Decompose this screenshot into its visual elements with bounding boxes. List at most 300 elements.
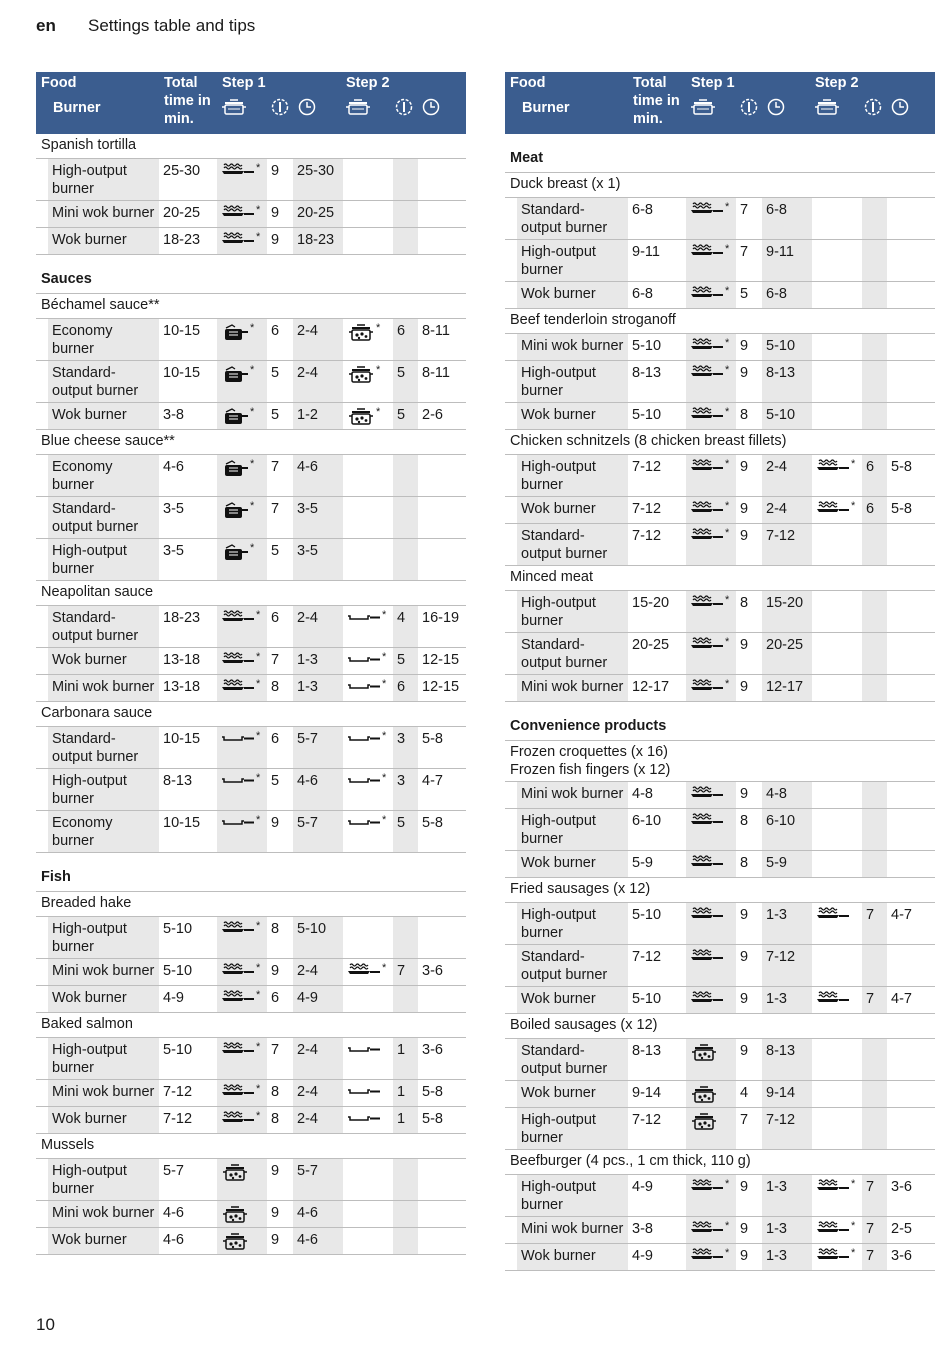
- step2-level: [862, 591, 887, 632]
- row-indent: [36, 159, 48, 200]
- table-row: [36, 319, 466, 361]
- total-time-cell: 8-13: [632, 365, 662, 381]
- step1-level: 9: [271, 205, 280, 221]
- footnote-asterisk: *: [256, 678, 261, 690]
- step1-time: 6-10: [762, 809, 812, 850]
- pan-icon: [690, 500, 724, 514]
- pan-icon: [690, 854, 724, 868]
- step2-time: [887, 591, 935, 632]
- step2-level: [393, 159, 418, 200]
- burner-cell: Standard-output burner: [48, 606, 159, 647]
- burner-cell: High-output burner: [48, 769, 159, 810]
- flatpan-icon: [347, 730, 381, 744]
- step1-time: 4-6: [293, 455, 343, 496]
- step2-time: [887, 945, 935, 986]
- step2-cookware: [812, 987, 862, 1013]
- table-row: [36, 648, 466, 675]
- step2-time: [418, 1159, 466, 1200]
- step1-time: 4-8: [762, 782, 812, 808]
- burner-cell: High-output burner: [517, 591, 628, 632]
- table-row: [505, 403, 935, 430]
- burner-cell: High-output burner: [48, 917, 159, 958]
- step2-cookware: [343, 959, 393, 985]
- step2-cookware: [812, 903, 862, 944]
- step2-cookware: [343, 539, 393, 580]
- step2-level: [393, 1201, 418, 1227]
- step2-time: 3-6: [891, 1179, 912, 1195]
- total-time-cell: 18-23: [163, 232, 201, 248]
- row-indent: [36, 228, 48, 254]
- burner-cell: Wok burner: [48, 403, 159, 429]
- step2-level: [862, 851, 887, 877]
- step1-cookware: [217, 727, 267, 768]
- dish-name-line: Frozen croquettes (x 16): [510, 744, 668, 760]
- step1-level: 6: [271, 731, 280, 747]
- step2-time: [418, 917, 466, 958]
- step2-level: [862, 809, 887, 850]
- left-settings-table: [36, 72, 466, 1255]
- total-time-cell: 5-10: [632, 338, 662, 354]
- row-indent: [36, 455, 48, 496]
- burner-cell: Mini wok burner: [48, 959, 159, 985]
- dish-name-line: Neapolitan sauce: [41, 584, 154, 600]
- burner-cell: Wok burner: [517, 1081, 628, 1107]
- step1-time: 8-13: [762, 1039, 812, 1080]
- step1-cookware: [686, 851, 736, 877]
- step1-time: 4-6: [293, 1201, 343, 1227]
- step2-level: 5: [393, 403, 418, 429]
- step2-time: 3-6: [891, 1248, 912, 1264]
- step2-level: 1: [393, 1038, 418, 1079]
- step2-level: [393, 455, 418, 496]
- total-time-heading-line2: time in: [164, 93, 211, 109]
- step2-cookware: [812, 524, 862, 565]
- table-row: [505, 282, 935, 309]
- step2-time: [887, 361, 935, 402]
- step1-cookware: [686, 282, 736, 308]
- total-time-cell: 18-23: [163, 610, 201, 626]
- step2-level: [393, 1159, 418, 1200]
- step2-level: [862, 524, 887, 565]
- step1-level: 9: [271, 1163, 280, 1179]
- step2-level: 4: [393, 606, 418, 647]
- total-time-cell: 4-6: [163, 1205, 184, 1221]
- step1-level: 9: [740, 679, 749, 695]
- step1-time: 5-7: [293, 727, 343, 768]
- saucepan-icon: [221, 406, 249, 426]
- section-heading: Meat: [505, 146, 935, 173]
- footnote-asterisk: *: [725, 678, 730, 690]
- step1-cookware: [217, 361, 267, 402]
- footnote-asterisk: *: [256, 772, 261, 784]
- step2-cookware: [343, 917, 393, 958]
- step1-cookware: [217, 917, 267, 958]
- footnote-asterisk: *: [725, 337, 730, 349]
- table-header: [505, 72, 935, 134]
- burner-cell: Economy burner: [48, 811, 159, 852]
- dish-name-line: Duck breast (x 1): [510, 176, 621, 192]
- step1-time: 1-3: [762, 987, 812, 1013]
- total-time-cell: 4-8: [632, 786, 653, 802]
- total-time-cell: 25-30: [163, 163, 201, 179]
- step2-cookware: [343, 497, 393, 538]
- pot-icon: [347, 364, 375, 384]
- total-time-cell: 5-10: [632, 907, 662, 923]
- saucepan-icon: [221, 500, 249, 520]
- row-indent: [36, 727, 48, 768]
- flatpan-icon: [347, 651, 381, 665]
- dish-name-line: Béchamel sauce**: [41, 297, 160, 313]
- step1-time: 5-7: [293, 1159, 343, 1200]
- row-indent: [505, 361, 517, 402]
- row-indent: [36, 1107, 48, 1133]
- step1-cookware: [217, 455, 267, 496]
- step1-cookware: [217, 1159, 267, 1200]
- footnote-asterisk: *: [725, 1220, 730, 1232]
- step2-level: 5: [393, 811, 418, 852]
- footnote-asterisk: *: [250, 542, 255, 554]
- section-heading: Convenience products: [505, 714, 935, 741]
- burner-cell: High-output burner: [517, 1108, 628, 1149]
- table-row: [36, 361, 466, 403]
- step2-cookware: [343, 455, 393, 496]
- step1-cookware: [217, 319, 267, 360]
- step1-time: 2-4: [293, 1107, 343, 1133]
- burner-cell: High-output burner: [517, 361, 628, 402]
- step2-time: [887, 1039, 935, 1080]
- row-indent: [505, 1081, 517, 1107]
- step1-time: 6-8: [762, 282, 812, 308]
- step2-level: 1: [393, 1107, 418, 1133]
- step2-time: 2-6: [422, 407, 443, 423]
- step1-time: 3-5: [293, 539, 343, 580]
- step2-time: 5-8: [422, 1111, 443, 1127]
- total-time-cell: 20-25: [632, 637, 670, 653]
- total-time-cell: 7-12: [632, 949, 662, 965]
- total-time-cell: 15-20: [632, 595, 670, 611]
- table-row: [505, 809, 935, 851]
- row-indent: [505, 987, 517, 1013]
- step2-cookware: [812, 1108, 862, 1149]
- step1-cookware: [686, 1108, 736, 1149]
- step1-cookware: [217, 159, 267, 200]
- dish-name: [505, 1150, 935, 1175]
- total-time-cell: 7-12: [632, 528, 662, 544]
- step2-cookware: [812, 198, 862, 239]
- step2-cookware: [343, 986, 393, 1012]
- table-row: [36, 1201, 466, 1228]
- step2-level: [393, 986, 418, 1012]
- row-indent: [36, 201, 48, 227]
- step2-level: 7: [862, 903, 887, 944]
- step1-cookware: [686, 334, 736, 360]
- pot-icon: [221, 1162, 249, 1182]
- footnote-asterisk: *: [725, 364, 730, 376]
- footnote-asterisk: *: [382, 772, 387, 784]
- flatpan-icon: [347, 1041, 381, 1055]
- dish-name-line: Boiled sausages (x 12): [510, 1017, 658, 1033]
- step2-level: [393, 917, 418, 958]
- step2-time: 4-7: [891, 991, 912, 1007]
- table-header: [36, 72, 466, 134]
- footnote-asterisk: *: [250, 322, 255, 334]
- flatpan-icon: [221, 814, 255, 828]
- step2-cookware: [812, 782, 862, 808]
- burner-cell: High-output burner: [517, 240, 628, 281]
- step1-cookware: [686, 497, 736, 523]
- dish-name-line: Beefburger (4 pcs., 1 cm thick, 110 g): [510, 1153, 751, 1169]
- burner-cell: Economy burner: [48, 319, 159, 360]
- step2-level: 6: [862, 497, 887, 523]
- burner-cell: Standard-output burner: [517, 633, 628, 674]
- row-indent: [36, 675, 48, 701]
- step2-time: 4-7: [891, 907, 912, 923]
- pan-icon: [690, 201, 724, 215]
- step1-level: 6: [271, 610, 280, 626]
- dish-name-line: Breaded hake: [41, 895, 132, 911]
- row-indent: [505, 809, 517, 850]
- step2-cookware: [812, 240, 862, 281]
- pan-icon: [690, 678, 724, 692]
- pan-icon: [690, 785, 724, 799]
- pan-icon: [690, 636, 724, 650]
- table-row: [36, 1228, 466, 1255]
- burner-cell: Mini wok burner: [517, 1217, 628, 1243]
- step2-level: [862, 198, 887, 239]
- pan-icon: [221, 162, 255, 176]
- table-row: [505, 1217, 935, 1244]
- pan-icon: [690, 1247, 724, 1261]
- step1-level: 9: [740, 907, 749, 923]
- footnote-asterisk: *: [256, 609, 261, 621]
- step1-time: 1-3: [293, 648, 343, 674]
- table-row: [505, 240, 935, 282]
- step1-level: 8: [271, 921, 280, 937]
- burner-cell: Wok burner: [517, 282, 628, 308]
- step1-level: 8: [271, 679, 280, 695]
- step2-cookware: [343, 606, 393, 647]
- total-time-cell: 5-10: [163, 963, 193, 979]
- footnote-asterisk: *: [256, 962, 261, 974]
- step1-level: 9: [740, 501, 749, 517]
- total-time-cell: 3-8: [163, 407, 184, 423]
- step2-cookware: [812, 809, 862, 850]
- step1-cookware: [217, 769, 267, 810]
- footnote-asterisk: *: [725, 406, 730, 418]
- step2-time: 3-6: [422, 1042, 443, 1058]
- step1-level: 6: [271, 990, 280, 1006]
- total-time-cell: 7-12: [632, 459, 662, 475]
- pan-icon: [690, 364, 724, 378]
- row-indent: [505, 1108, 517, 1149]
- step2-level: [393, 228, 418, 254]
- footnote-asterisk: *: [376, 322, 381, 334]
- total-time-cell: 6-8: [632, 286, 653, 302]
- row-indent: [505, 198, 517, 239]
- step1-level: 9: [740, 991, 749, 1007]
- step2-cookware: [343, 319, 393, 360]
- step2-time: [887, 403, 935, 429]
- step1-time: 2-4: [293, 606, 343, 647]
- burner-cell: Standard-output burner: [517, 945, 628, 986]
- footnote-asterisk: *: [250, 364, 255, 376]
- footnote-asterisk: *: [256, 920, 261, 932]
- dish-name-line: Frozen fish fingers (x 12): [510, 762, 671, 778]
- step1-cookware: [686, 455, 736, 496]
- pot-icon: [347, 322, 375, 342]
- flatpan-icon: [347, 814, 381, 828]
- dish-name: [505, 173, 935, 198]
- step1-level: 9: [740, 637, 749, 653]
- step2-level: [862, 945, 887, 986]
- step2-time: 16-19: [422, 610, 460, 626]
- burner-cell: Standard-output burner: [517, 524, 628, 565]
- total-time-cell: 6-10: [632, 813, 662, 829]
- step1-time: 2-4: [762, 455, 812, 496]
- flatpan-icon: [347, 772, 381, 786]
- step1-cookware: [686, 524, 736, 565]
- total-time-cell: 20-25: [163, 205, 201, 221]
- row-indent: [36, 1228, 48, 1254]
- footnote-asterisk: *: [725, 636, 730, 648]
- dish-name: [36, 294, 466, 319]
- row-indent: [505, 1175, 517, 1216]
- section-heading: Fish: [36, 865, 466, 892]
- step1-cookware: [686, 1039, 736, 1080]
- pan-icon: [690, 990, 724, 1004]
- row-indent: [505, 1217, 517, 1243]
- step1-cookware: [217, 986, 267, 1012]
- step2-cookware: [343, 201, 393, 227]
- table-row: [36, 403, 466, 430]
- spacer: [36, 853, 466, 865]
- table-row: [36, 811, 466, 853]
- row-indent: [36, 986, 48, 1012]
- pot-icon: [221, 1231, 249, 1251]
- step1-cookware: [217, 1201, 267, 1227]
- footnote-asterisk: *: [851, 458, 856, 470]
- total-time-cell: 5-10: [632, 407, 662, 423]
- burner-cell: High-output burner: [517, 809, 628, 850]
- footnote-asterisk: *: [725, 201, 730, 213]
- step2-cookware: [343, 1038, 393, 1079]
- dish-name-line: Minced meat: [510, 569, 594, 585]
- pan-icon: [221, 989, 255, 1003]
- food-heading: Food: [41, 75, 77, 91]
- step2-level: [862, 1108, 887, 1149]
- row-indent: [36, 497, 48, 538]
- flatpan-icon: [347, 1110, 381, 1124]
- row-indent: [505, 524, 517, 565]
- pan-icon: [221, 651, 255, 665]
- total-time-cell: 7-12: [632, 1112, 662, 1128]
- step2-level: 7: [862, 1244, 887, 1270]
- pan-icon: [221, 920, 255, 934]
- step1-time: 1-3: [762, 903, 812, 944]
- row-indent: [505, 591, 517, 632]
- step1-level: 5: [271, 773, 280, 789]
- step2-time: [418, 159, 466, 200]
- step1-cookware: [217, 675, 267, 701]
- step1-level: 9: [740, 1248, 749, 1264]
- table-row: [505, 455, 935, 497]
- step2-cookware: [343, 159, 393, 200]
- row-indent: [36, 769, 48, 810]
- step1-cookware: [686, 1175, 736, 1216]
- dish-name: [505, 878, 935, 903]
- step1-time: 2-4: [293, 1038, 343, 1079]
- spacer: [505, 134, 935, 146]
- dish-name-line: Baked salmon: [41, 1016, 133, 1032]
- row-indent: [36, 539, 48, 580]
- step1-time: 2-4: [293, 959, 343, 985]
- step1-level: 7: [740, 244, 749, 260]
- step1-cookware: [686, 987, 736, 1013]
- step1-level: 8: [740, 813, 749, 829]
- burner-cell: Wok burner: [517, 497, 628, 523]
- step1-cookware: [217, 539, 267, 580]
- pan-icon: [816, 906, 850, 920]
- step2-cookware: [812, 361, 862, 402]
- pan-icon: [221, 609, 255, 623]
- footnote-asterisk: *: [851, 1220, 856, 1232]
- step1-heading: Step 1: [222, 75, 266, 91]
- step1-time: 5-10: [762, 334, 812, 360]
- step2-time: [418, 986, 466, 1012]
- step2-time: 12-15: [422, 652, 460, 668]
- step2-level: [393, 539, 418, 580]
- step2-time: [887, 282, 935, 308]
- table-row: [36, 675, 466, 702]
- dish-name: [505, 430, 935, 455]
- step1-cookware: [217, 1080, 267, 1106]
- pan-icon: [690, 527, 724, 541]
- step1-cookware: [686, 809, 736, 850]
- step2-time: 5-8: [422, 815, 443, 831]
- pan-icon: [690, 337, 724, 351]
- step2-level: [393, 201, 418, 227]
- total-time-heading-line1: Total: [164, 75, 198, 91]
- row-indent: [36, 648, 48, 674]
- step2-level: [862, 633, 887, 674]
- footnote-asterisk: *: [250, 500, 255, 512]
- pot-icon: [690, 1111, 718, 1131]
- step2-time: [887, 1081, 935, 1107]
- pan-icon: [816, 990, 850, 1004]
- row-indent: [505, 455, 517, 496]
- step1-cookware: [686, 361, 736, 402]
- step1-time: 1-3: [762, 1217, 812, 1243]
- step1-cookware: [217, 201, 267, 227]
- step1-heading: Step 1: [691, 75, 735, 91]
- row-indent: [505, 945, 517, 986]
- step2-cookware: [343, 811, 393, 852]
- step2-time: 2-5: [891, 1221, 912, 1237]
- burner-cell: Wok burner: [517, 1244, 628, 1270]
- step1-cookware: [217, 1228, 267, 1254]
- step2-level: [862, 675, 887, 701]
- footnote-asterisk: *: [382, 814, 387, 826]
- step1-time: 4-6: [293, 1228, 343, 1254]
- step2-cookware: [343, 727, 393, 768]
- burner-cell: Wok burner: [517, 851, 628, 877]
- pan-icon: [221, 1110, 255, 1124]
- footnote-asterisk: *: [376, 364, 381, 376]
- step1-level: 8: [740, 855, 749, 871]
- footnote-asterisk: *: [725, 243, 730, 255]
- step1-time: 9-11: [762, 240, 812, 281]
- dish-name: [36, 581, 466, 606]
